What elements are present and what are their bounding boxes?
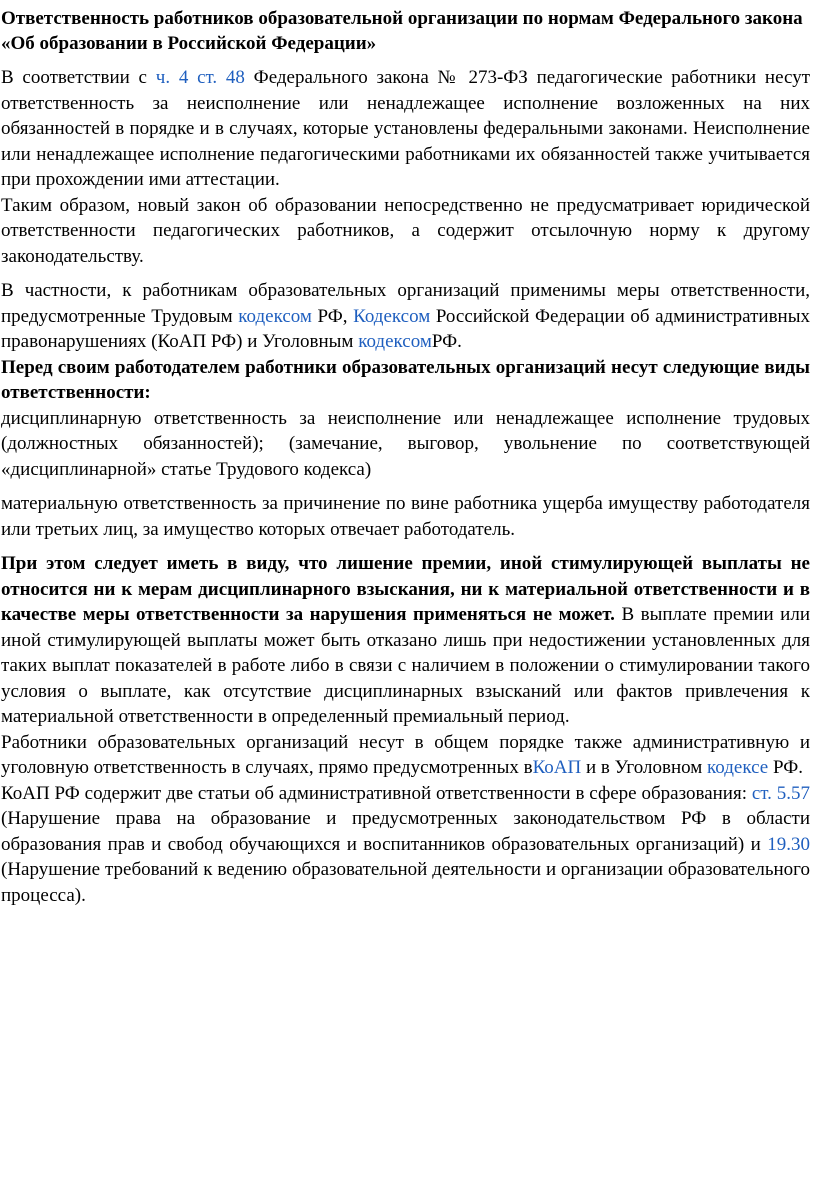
link-article-48[interactable]: ч. 4 ст. 48 <box>155 67 245 88</box>
paragraph-material: материальную ответственность за причинение по вине работника ущерба имуществу работодателя или третьих лиц, за имущество которых отвечает работодатель. <box>1 493 810 540</box>
text-span: и в Уголовном <box>581 757 708 778</box>
link-article-5-57[interactable]: ст. 5.57 <box>751 782 811 804</box>
paragraph-article-48 <box>1 65 810 193</box>
paragraph-koap-articles <box>1 781 810 909</box>
text-span: РФ, <box>311 305 354 327</box>
link-administrative-code[interactable]: Кодексом <box>353 305 431 327</box>
text-span: КоАП РФ содержит две статьи об административной ответственности в сфере образования: <box>1 782 752 804</box>
link-criminal-code[interactable]: кодексом <box>358 331 432 352</box>
text-span: РФ. <box>431 331 462 352</box>
text-span: (Нарушение требований к ведению образовательной деятельности и организации образовательного процесса). <box>1 859 810 906</box>
text-span: РФ. <box>768 757 803 778</box>
document-title: Ответственность работников образовательной организации по нормам Федерального закона «Об образовании в Российской Федерации» <box>1 8 803 54</box>
paragraph-bonus <box>1 551 810 730</box>
paragraph-reference-norm: Таким образом, новый закон об образовании непосредственно не предусматривает юридической ответственности педагогических работников, а содержит отсылочную норму к другому законодательству. <box>1 194 810 267</box>
paragraph-admin-criminal <box>1 730 810 781</box>
bold-text-span: При этом следует иметь в виду, что лишение премии, иной стимулирующей выплаты не относится ни к мерам дисциплинарного взыскания, ни к материальной ответственности и в качестве меры ответственности за нарушения применяться не может. <box>1 553 810 625</box>
paragraph-employer-liability-heading: Перед своим работодателем работники образовательных организаций несут следующие виды ответственности: <box>1 356 810 403</box>
text-span: Работники образовательных организаций несут в общем порядке также административную и уголовную ответственность в случаях, прямо предусмотренных в <box>1 731 810 778</box>
text-span: (Нарушение права на образование и предусмотренных законодательством РФ в области образования прав и свобод обучающихся и воспитанников образовательных организаций) и <box>1 808 810 855</box>
link-criminal-code-2[interactable]: кодексе <box>707 757 769 778</box>
text-span: Российской Федерации об административных правонарушениях (КоАП РФ) и Уголовным <box>1 305 810 352</box>
link-labor-code[interactable]: кодексом <box>238 305 312 327</box>
text-span: В частности, к работникам образовательных организаций применимы меры ответственности, предусмотренные Трудовым <box>1 280 810 327</box>
text-span: В соответствии с <box>1 67 156 88</box>
paragraph-applicable-codes <box>1 278 810 355</box>
link-article-19-30[interactable]: 19.30 <box>767 833 810 855</box>
link-koap[interactable]: КоАП <box>532 757 582 778</box>
text-span: Федерального закона № 273-ФЗ педагогические работники несут ответственность за неисполнение или ненадлежащее исполнение возложенных на них обязанностей в порядке и в случаях, которые установлены федеральными законами. Неисполнение или ненадлежащее исполнение педагогическими работниками их обязанностей также учитывается при прохождении ими аттестации. <box>1 67 810 190</box>
text-span: В выплате премии или иной стимулирующей выплаты может быть отказано лишь при недостижении установленных для таких выплат показателей в работе либо в связи с наличием в положении о стимулировании такого условия о выплате, как отсутствие дисциплинарных взысканий или фактов привлечения к материальной ответственности в определенный премиальный период. <box>1 604 811 727</box>
paragraph-disciplinary: дисциплинарную ответственность за неисполнение или ненадлежащее исполнение трудовых (должностных обязанностей); (замечание, выговор, увольнение по соответствующей «дисциплинарной» статье Трудового кодекса) <box>1 407 810 480</box>
